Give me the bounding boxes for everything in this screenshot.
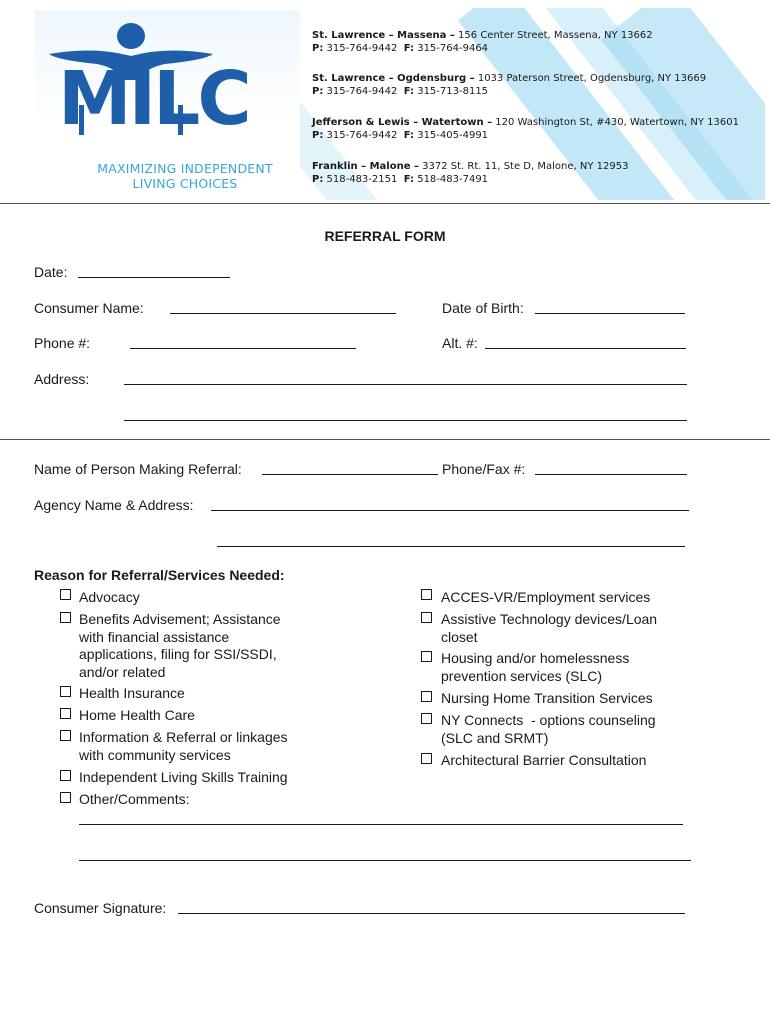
signature-field[interactable] (178, 913, 685, 914)
office-address: 120 Washington St, #430, Watertown, NY 13601 (492, 117, 739, 128)
checkbox-advocacy[interactable] (60, 589, 71, 600)
office-fax: 315-713-8115 (417, 86, 489, 97)
phone-label: P: (312, 174, 324, 185)
phone-label: P: (312, 130, 324, 141)
address-label: Address: (34, 371, 90, 387)
dob-label: Date of Birth: (442, 300, 524, 316)
logo-tagline (70, 161, 300, 191)
referrer-label: Name of Person Making Referral: (34, 461, 242, 477)
consumer-name-field[interactable] (170, 313, 396, 314)
option-advocacy: Advocacy (79, 589, 140, 605)
logo-wordmark: MILC (58, 56, 249, 142)
header-divider (0, 203, 770, 204)
signature-label: Consumer Signature: (34, 900, 167, 916)
consumer-name-label: Consumer Name: (34, 300, 144, 316)
phone-label: Phone #: (34, 335, 91, 351)
phone-field[interactable] (130, 348, 356, 349)
logo-tagline-line-2: LIVING CHOICES (132, 176, 238, 191)
office-phone: 315-764-9442 (326, 130, 398, 141)
alt-phone-label: Alt. #: (442, 335, 478, 351)
agency-field-line-2[interactable] (217, 546, 685, 547)
office-phone: 518-483-2151 (326, 174, 398, 185)
option-other-comments: Other/Comments: (79, 791, 190, 807)
office-fax: 315-405-4991 (417, 130, 489, 141)
office-address: 156 Center Street, Massena, NY 13662 (454, 30, 653, 41)
option-architectural-barrier: Architectural Barrier Consultation (441, 752, 647, 768)
reason-heading: Reason for Referral/Services Needed: (34, 567, 285, 583)
office-phone: 315-764-9442 (326, 86, 398, 97)
date-label: Date: (34, 264, 68, 280)
checkbox-nursing-home-transition[interactable] (421, 691, 432, 702)
phone-label: P: (312, 43, 324, 54)
agency-label: Agency Name & Address: (34, 497, 194, 513)
option-benefits-advisement: Benefits Advisement; Assistance with financial assistance applications, filing for SSI/SSDI, and/or related (79, 611, 281, 680)
fax-label: F: (403, 174, 415, 185)
office-ogdensburg (312, 72, 706, 98)
fax-label: F: (403, 86, 415, 97)
office-name: Franklin – Malone – (312, 161, 419, 172)
phone-label: P: (312, 86, 324, 97)
office-name: Jefferson & Lewis – Watertown – (312, 117, 493, 128)
option-acces-vr: ACCES-VR/Employment services (441, 589, 651, 605)
date-field[interactable] (78, 277, 230, 278)
form-title: REFERRAL FORM (324, 228, 446, 244)
address-field-line-2[interactable] (124, 420, 687, 421)
checkbox-home-health-care[interactable] (60, 708, 71, 719)
option-health-insurance: Health Insurance (79, 685, 185, 701)
option-home-health-care: Home Health Care (79, 707, 195, 723)
office-massena (312, 29, 653, 55)
office-fax: 315-764-9464 (417, 43, 489, 54)
checkbox-health-insurance[interactable] (60, 686, 71, 697)
option-ny-connects: NY Connects - options counseling (SLC and SRMT) (441, 712, 656, 746)
dob-field[interactable] (535, 313, 685, 314)
option-assistive-technology: Assistive Technology devices/Loan closet (441, 611, 658, 645)
checkbox-independent-living-skills[interactable] (60, 770, 71, 781)
phone-fax-label: Phone/Fax #: (442, 461, 526, 477)
office-name: St. Lawrence – Ogdensburg – (312, 73, 475, 84)
phone-fax-field[interactable] (535, 474, 687, 475)
office-address: 1033 Paterson Street, Ogdensburg, NY 13669 (474, 73, 707, 84)
option-independent-living-skills: Independent Living Skills Training (79, 769, 288, 785)
fax-label: F: (403, 130, 415, 141)
checkbox-architectural-barrier[interactable] (421, 753, 432, 764)
option-housing: Housing and/or homelessness prevention services (SLC) (441, 650, 630, 684)
office-fax: 518-483-7491 (417, 174, 489, 185)
office-name: St. Lawrence – Massena – (312, 30, 455, 41)
checkbox-housing[interactable] (421, 651, 432, 662)
section-divider (0, 439, 770, 440)
option-nursing-home-transition: Nursing Home Transition Services (441, 690, 653, 706)
address-field-line-1[interactable] (124, 384, 687, 385)
checkbox-assistive-technology[interactable] (421, 612, 432, 623)
office-phone: 315-764-9442 (326, 43, 398, 54)
alt-phone-field[interactable] (485, 348, 686, 349)
office-malone (312, 160, 628, 186)
referrer-field[interactable] (262, 474, 438, 475)
checkbox-benefits-advisement[interactable] (60, 612, 71, 623)
checkbox-information-referral[interactable] (60, 730, 71, 741)
comments-line-1[interactable] (79, 824, 683, 825)
office-address: 3372 St. Rt. 11, Ste D, Malone, NY 12953 (418, 161, 629, 172)
option-information-referral: Information & Referral or linkages with community services (79, 729, 288, 763)
checkbox-ny-connects[interactable] (421, 713, 432, 724)
agency-field-line-1[interactable] (211, 510, 689, 511)
fax-label: F: (403, 43, 415, 54)
comments-line-2[interactable] (79, 860, 691, 861)
office-watertown (312, 116, 739, 142)
checkbox-acces-vr[interactable] (421, 589, 432, 600)
checkbox-other-comments[interactable] (60, 792, 71, 803)
logo-tagline-line-1: MAXIMIZING INDEPENDENT (97, 161, 273, 176)
